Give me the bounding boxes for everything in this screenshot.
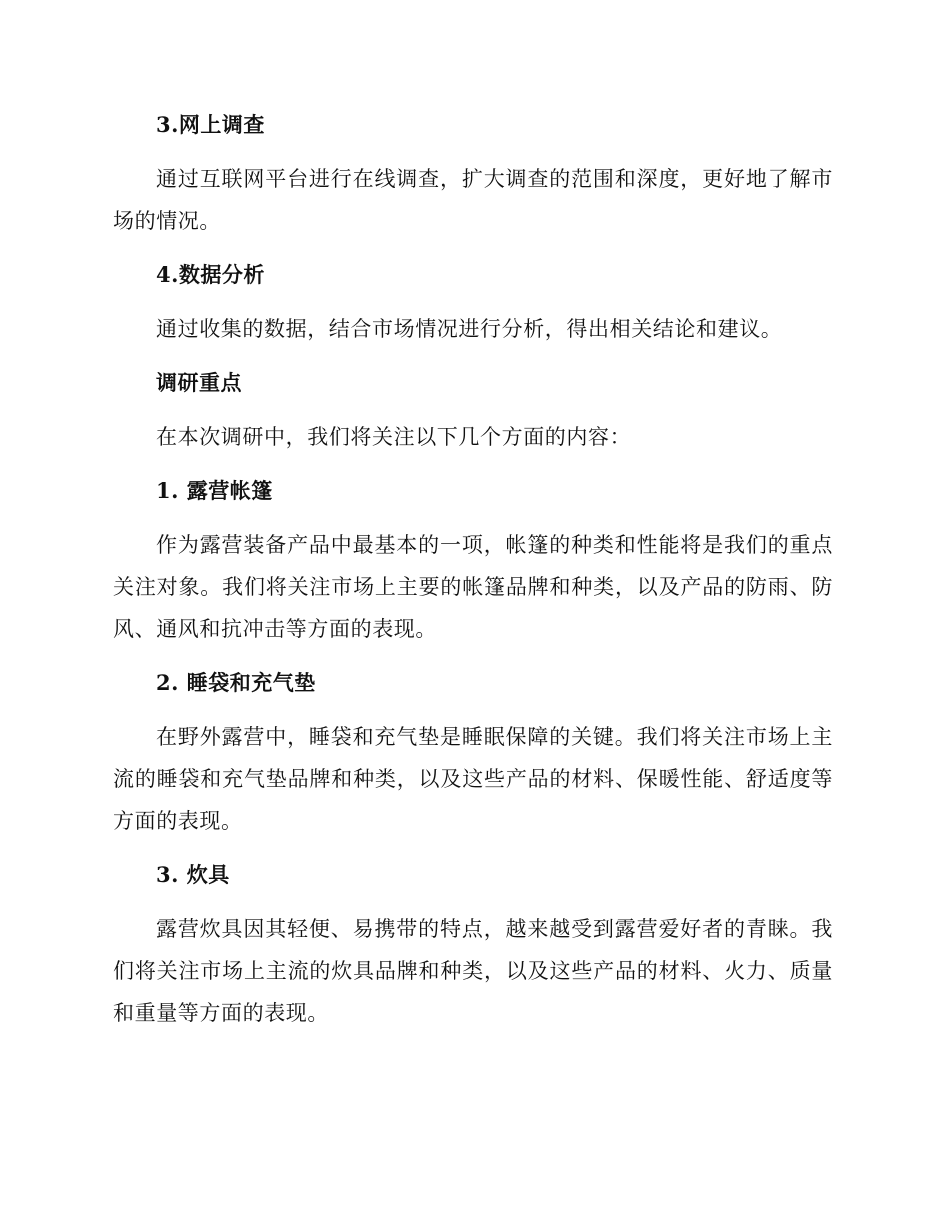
section-heading-research-focus: 调研重点 [156,370,242,395]
spacer [113,404,833,416]
section-body-sleeping-bags: 在野外露营中，睡袋和充气垫是睡眠保障的关键。我们将关注市场上主流的睡袋和充气垫品牌和种类，以及这些产品的材料、保暖性能、舒适度等方面的表现。 [113,725,833,833]
section-heading-online-survey: 3.网上调查 [156,112,265,137]
section-body-research-focus: 在本次调研中，我们将关注以下几个方面的内容： [156,425,632,449]
section-heading-cookware: 3. 炊具 [156,862,230,887]
spacer [113,896,833,908]
document-page [113,104,833,1034]
spacer [113,350,833,362]
section-heading-sleeping-bags: 2. 睡袋和充气垫 [156,670,316,695]
spacer [113,842,833,854]
section-body-online-survey: 通过互联网平台进行在线调查，扩大调查的范围和深度，更好地了解市场的情况。 [113,167,833,233]
spacer [113,458,833,470]
section-heading-data-analysis: 4.数据分析 [156,262,265,287]
section-body-tents: 作为露营装备产品中最基本的一项，帐篷的种类和性能将是我们的重点关注对象。我们将关注市场上主要的帐篷品牌和种类，以及产品的防雨、防风、通风和抗冲击等方面的表现。 [113,533,833,641]
spacer [113,296,833,308]
spacer [113,146,833,158]
section-body-data-analysis: 通过收集的数据，结合市场情况进行分析，得出相关结论和建议。 [156,317,783,341]
spacer [113,242,833,254]
section-body-cookware: 露营炊具因其轻便、易携带的特点，越来越受到露营爱好者的青睐。我们将关注市场上主流的炊具品牌和种类，以及这些产品的材料、火力、质量和重量等方面的表现。 [113,917,833,1025]
section-heading-tents: 1. 露营帐篷 [156,478,273,503]
spacer [113,704,833,716]
spacer [113,512,833,524]
spacer [113,650,833,662]
